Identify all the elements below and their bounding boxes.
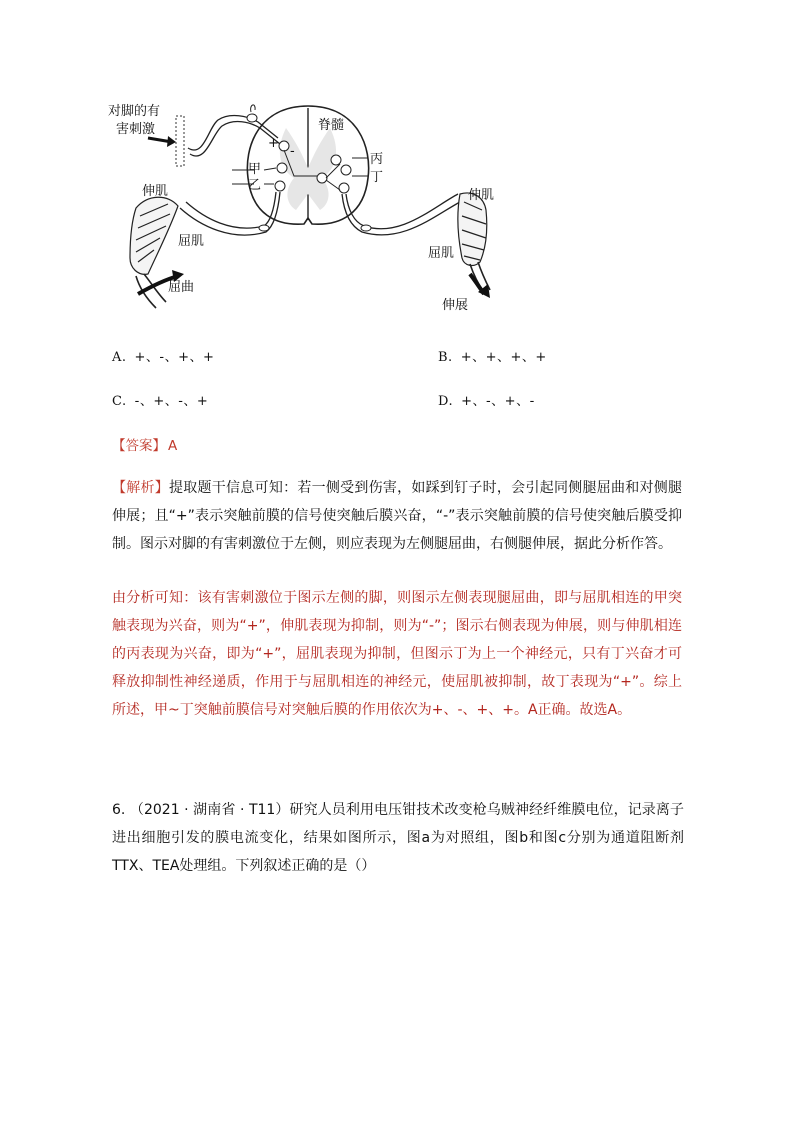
bing-label: 丙 xyxy=(370,152,384,167)
yi-label: 乙 xyxy=(248,178,262,193)
left-motion-label: 屈曲 xyxy=(168,280,195,295)
stimulus-label: 对脚的有 xyxy=(108,104,161,119)
right-extensor-label: 伸肌 xyxy=(468,188,495,203)
right-flexor-label: 屈肌 xyxy=(428,246,455,261)
analysis-paragraph xyxy=(112,474,682,558)
plus-mark: + xyxy=(268,136,279,151)
option-b-text: +、+、+、+ xyxy=(460,350,547,365)
answer-value: A xyxy=(168,438,178,454)
option-d xyxy=(438,390,535,409)
option-a-key: A. xyxy=(112,350,127,365)
analysis-text: 提取题干信息可知：若一侧受到伤害，如踩到钉子时，会引起同侧腿屈曲和对侧腿伸展；且“+”表示突触前膜的信号使突触后膜兴奋，“-”表示突触前膜的信号使突触后膜受抑制。图示对脚的有害刺激位于左侧，则应表现为左侧腿屈曲，右侧腿伸展，据此分析作答。 xyxy=(112,480,683,552)
answer-label: 【答案】 xyxy=(112,438,166,454)
stimulus-label-2: 害刺激 xyxy=(116,122,156,137)
analysis-detail: 由分析可知：该有害刺激位于图示左侧的脚，则图示左侧表现腿屈曲，即与屈肌相连的甲突触表现为兴奋，则为“+”，伸肌表现为抑制，则为“-”；图示右侧表现为伸展，则与伸肌相连的丙表现为兴奋，即为“+”，屈肌表现为抑制，但图示丁为上一个神经元，只有丁兴奋才可释放抑制性神经递质，作用于与屈肌相连的神经元，使屈肌被抑制，故丁表现为“+”。综上所述，甲~丁突触前膜信号对突触后膜的作用依次为+、-、+、+。A正确。故选A。 xyxy=(112,590,682,718)
minus-mark: - xyxy=(290,144,295,159)
analysis-tag: 【解析】 xyxy=(112,480,170,496)
right-motion-label: 伸展 xyxy=(442,298,469,313)
option-a xyxy=(112,346,214,365)
option-a-text: +、-、+、+ xyxy=(134,350,215,365)
option-d-key: D. xyxy=(438,394,454,409)
option-b-key: B. xyxy=(438,350,453,365)
option-c xyxy=(112,390,208,409)
jia-label: 甲 xyxy=(248,162,262,177)
dorsal-root-ganglion xyxy=(247,114,257,122)
answer-line xyxy=(112,434,177,454)
option-c-key: C. xyxy=(112,394,127,409)
skin-block xyxy=(176,116,184,166)
reflex-diagram xyxy=(108,98,508,320)
option-d-text: +、-、+、- xyxy=(461,394,535,409)
afferent-fiber xyxy=(188,116,278,150)
left-flexor-label: 屈肌 xyxy=(178,234,205,249)
question-6: 6. （2021 · 湖南省 · T11）研究人员利用电压钳技术改变枪乌贼神经纤维膜电位，记录离子进出细胞引发的膜电流变化，结果如图所示，图a为对照组，图b和图c分别为通道阻断剂TTX、TEA处理组。下列叙述正确的是（） xyxy=(112,802,684,874)
ding-label: 丁 xyxy=(370,170,384,185)
option-b xyxy=(438,346,547,365)
spinal-cord-label: 脊髓 xyxy=(318,118,345,133)
left-extensor-label: 伸肌 xyxy=(142,184,169,199)
option-c-text: -、+、-、+ xyxy=(134,394,209,409)
